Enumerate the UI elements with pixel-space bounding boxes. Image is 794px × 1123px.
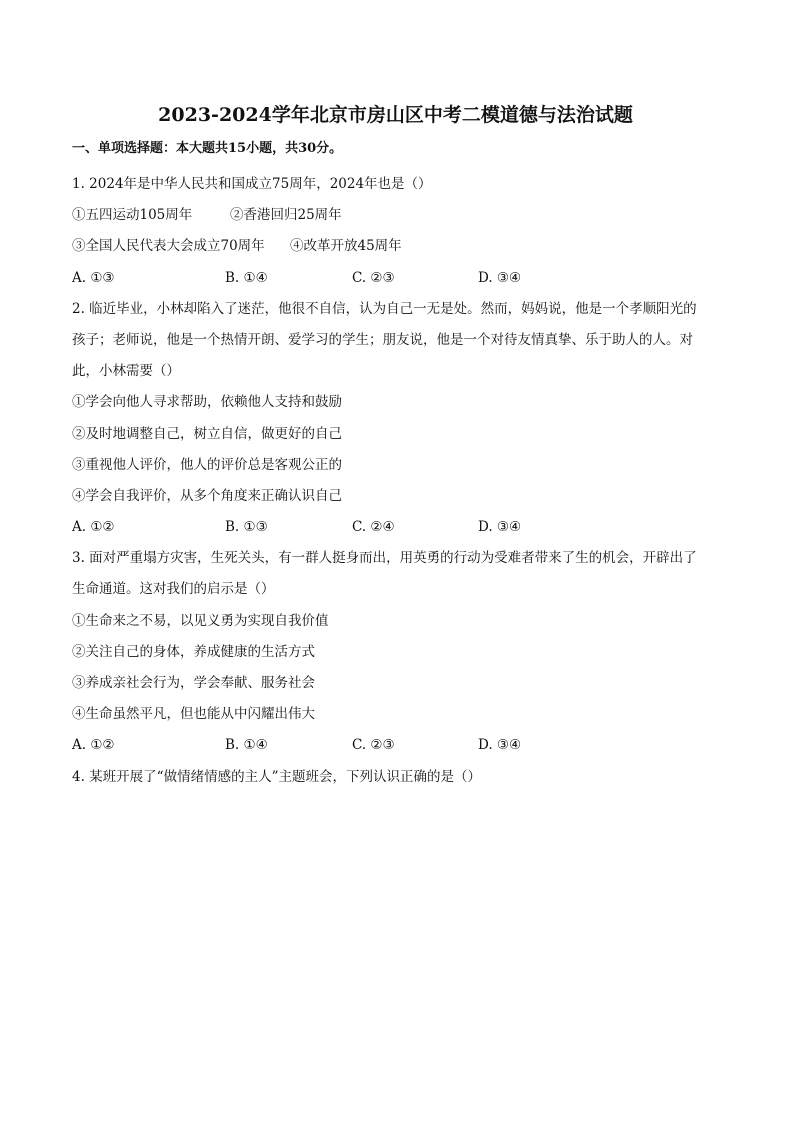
exam-page	[72, 100, 722, 793]
statement-item: ②关注自己的身体，养成健康的生活方式	[72, 643, 315, 660]
option-a: A. ①②	[72, 519, 115, 536]
option-b: B. ①③	[225, 519, 268, 536]
statement-item: ①生命来之不易，以见义勇为实现自我价值	[72, 612, 329, 629]
question-stem: 此，小林需要（）	[72, 363, 180, 380]
section-heading: 一、单项选择题：本大题共15小题，共30分。	[72, 141, 343, 156]
statement-item: ③重视他人评价，他人的评价总是客观公正的	[72, 456, 342, 473]
page-title: 2023-2024学年北京市房山区中考二模道德与法治试题	[158, 104, 633, 126]
option-d: D. ③④	[478, 269, 522, 286]
option-b: B. ①④	[225, 737, 268, 754]
question-stem: 2. 临近毕业，小林却陷入了迷茫，他很不自信，认为自己一无是处。然而，妈妈说，他是一个孝顺阳光的	[72, 300, 697, 317]
question-stem: 1. 2024年是中华人民共和国成立75周年，2024年也是（）	[72, 176, 432, 192]
option-a: A. ①③	[72, 269, 115, 286]
option-c: C. ②③	[352, 737, 395, 754]
option-c: C. ②③	[352, 269, 395, 286]
statement-item: ③全国人民代表大会成立70周年	[72, 238, 265, 255]
question-stem: 3. 面对严重塌方灾害，生死关头，有一群人挺身而出，用英勇的行动为受难者带来了生的机会，开辟出了	[72, 550, 697, 567]
statement-item: ③养成亲社会行为，学会奉献、服务社会	[72, 675, 315, 691]
statement-item: ②及时地调整自己，树立自信，做更好的自己	[72, 425, 342, 442]
answer-options	[72, 730, 722, 761]
option-a: A. ①②	[72, 737, 115, 754]
answer-options	[72, 512, 722, 543]
question-stem: 生命通道。这对我们的启示是（）	[72, 581, 275, 598]
question-stem: 孩子；老师说，他是一个热情开朗、爱学习的学生；朋友说，他是一个对待友情真挚、乐于助人的人。对	[72, 331, 693, 348]
statement-item: ①学会向他人寻求帮助，依赖他人支持和鼓励	[72, 394, 342, 411]
statement-item: ②香港回归25周年	[230, 207, 342, 224]
question-2	[72, 294, 722, 544]
answer-options	[72, 263, 722, 294]
question-3	[72, 543, 722, 761]
option-d: D. ③④	[478, 519, 522, 536]
option-d: D. ③④	[478, 737, 522, 754]
option-b: B. ①④	[225, 269, 268, 286]
question-1	[72, 169, 722, 294]
statement-item: ④改革开放45周年	[290, 238, 402, 255]
statement-item: ④生命虽然平凡，但也能从中闪耀出伟大	[72, 706, 315, 723]
statement-item: ④学会自我评价，从多个角度来正确认识自己	[72, 487, 342, 504]
statement-item: ①五四运动105周年	[72, 207, 193, 224]
question-stem: 4. 某班开展了“做情绪情感的主人”主题班会，下列认识正确的是（）	[72, 768, 481, 785]
option-c: C. ②④	[352, 519, 395, 536]
statement-row	[72, 200, 722, 231]
question-4	[72, 762, 722, 793]
statement-row	[72, 231, 722, 262]
